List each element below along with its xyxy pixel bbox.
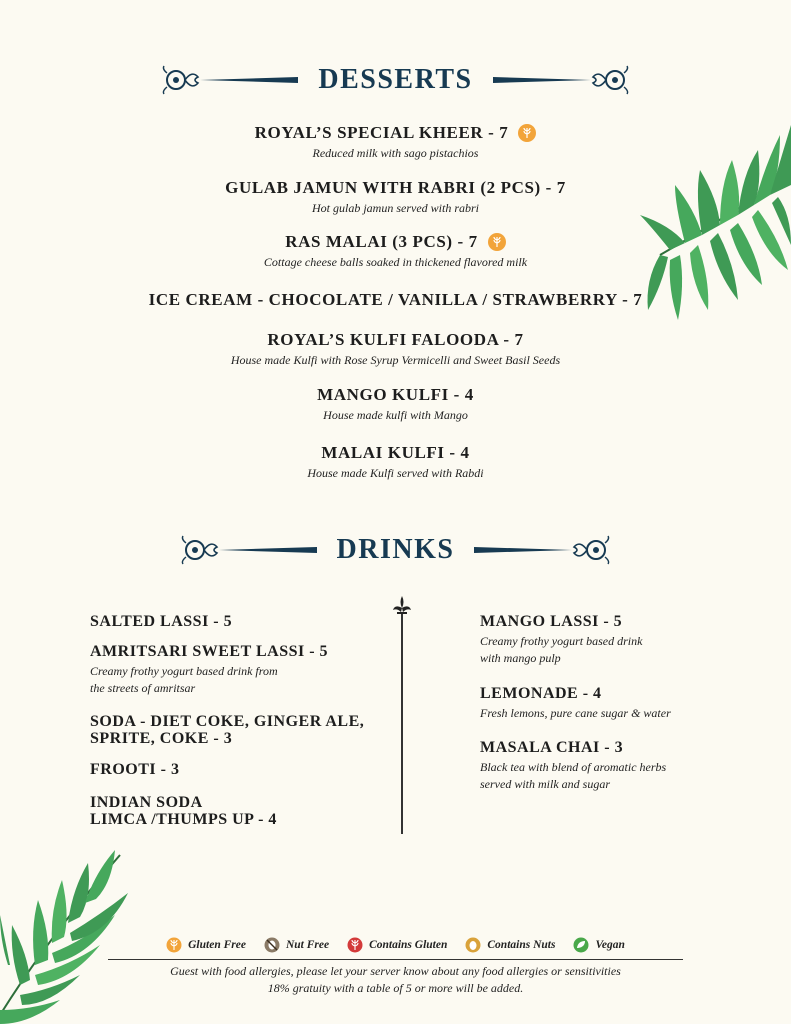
contains-gluten-icon [347,937,363,953]
dessert-desc: Hot gulab jamun served with rabri [312,201,479,215]
drink-item [90,794,277,828]
gluten-free-icon [518,124,536,142]
legend-item-nut-free [264,937,329,953]
dessert-item [0,385,791,423]
drink-desc-line: served with milk and sugar [480,777,610,791]
ornament-left-icon [179,535,319,565]
legend-label: Contains Nuts [487,939,556,951]
drink-name: MANGO LASSI - 5 [480,613,623,630]
drink-item [90,613,232,630]
dessert-item [0,178,791,216]
drink-name: SALTED LASSI - 5 [90,613,233,630]
contains-nuts-icon [465,937,481,953]
drink-item [480,685,671,722]
dessert-item [0,443,791,481]
dessert-name: ICE CREAM - CHOCOLATE / VANILLA / STRAWBERRY - 7 [148,290,643,309]
dessert-name: ROYAL’S KULFI FALOODA - 7 [267,330,524,349]
dietary-legend [108,934,683,956]
dessert-name: ROYAL’S SPECIAL KHEER - 7 [254,123,509,142]
drink-name-line: LIMCA /THUMPS UP - 4 [90,811,277,828]
dessert-desc: Reduced milk with sago pistachios [312,146,479,160]
dessert-desc: House made Kulfi with Rose Syrup Vermicelli and Sweet Basil Seeds [230,353,561,367]
dessert-desc: Cottage cheese balls soaked in thickened flavored milk [263,255,528,269]
legend-item-vegan [573,937,624,953]
dessert-item [0,330,791,368]
drink-name: FROOTI - 3 [90,761,180,778]
dessert-desc: House made kulfi with Mango [323,408,468,422]
legend-label: Nut Free [285,939,330,951]
drink-desc-line: the streets of amritsar [90,681,196,695]
fleur-de-lis-divider-icon [392,596,412,836]
legend-item-contains-gluten [347,937,447,953]
legend-item-contains-nuts [465,937,555,953]
legend-item-gluten-free [166,937,246,953]
drink-name: LEMONADE - 4 [480,685,602,702]
legend-label: Gluten Free [188,939,246,951]
drink-item [480,739,666,793]
dessert-item [0,123,791,161]
gluten-free-icon [488,233,506,251]
drink-item [90,761,179,778]
drinks-header [0,530,791,570]
dessert-name: GULAB JAMUN WITH RABRI (2 PCS) - 7 [225,178,566,197]
dessert-desc: House made Kulfi served with Rabdi [307,466,484,480]
dessert-name: MALAI KULFI - 4 [321,443,470,462]
drink-desc-line: Creamy frothy yogurt based drink from [90,664,278,678]
drink-item [90,713,364,747]
desserts-header [0,60,791,100]
drink-name-line: INDIAN SODA [90,794,203,811]
drink-desc-line: with mango pulp [480,651,561,665]
ornament-right-icon [491,65,631,95]
ornament-right-icon [472,535,612,565]
drink-name: MASALA CHAI - 3 [480,739,624,756]
drink-name: AMRITSARI SWEET LASSI - 5 [90,643,329,660]
drinks-title: DRINKS [336,534,455,565]
drink-name-line: SODA - DIET COKE, GINGER ALE, [90,713,365,730]
vegan-leaf-icon [573,937,589,953]
desserts-title: DESSERTS [318,64,473,95]
drink-desc-line: Creamy frothy yogurt based drink [480,634,643,648]
dessert-item [0,290,791,310]
legend-divider [108,959,683,960]
drink-desc-line: Fresh lemons, pure cane sugar & water [480,706,671,720]
drink-desc-line: Black tea with blend of aromatic herbs [480,760,667,774]
drink-item [90,643,328,697]
legend-label: Vegan [595,939,625,951]
drink-name-line: SPRITE, COKE - 3 [90,730,233,747]
allergy-note: Guest with food allergies, please let your server know about any food allergies or sensitivities [170,964,621,978]
legend-label: Contains Gluten [369,939,448,951]
dessert-name: RAS MALAI (3 PCS) - 7 [285,232,478,251]
drink-item [480,613,642,667]
dessert-name: MANGO KULFI - 4 [317,385,474,404]
nut-free-icon [264,937,280,953]
gratuity-note: 18% gratuity with a table of 5 or more will be added. [267,981,524,995]
gluten-free-icon [166,937,182,953]
dessert-item [0,232,791,270]
ornament-left-icon [160,65,300,95]
